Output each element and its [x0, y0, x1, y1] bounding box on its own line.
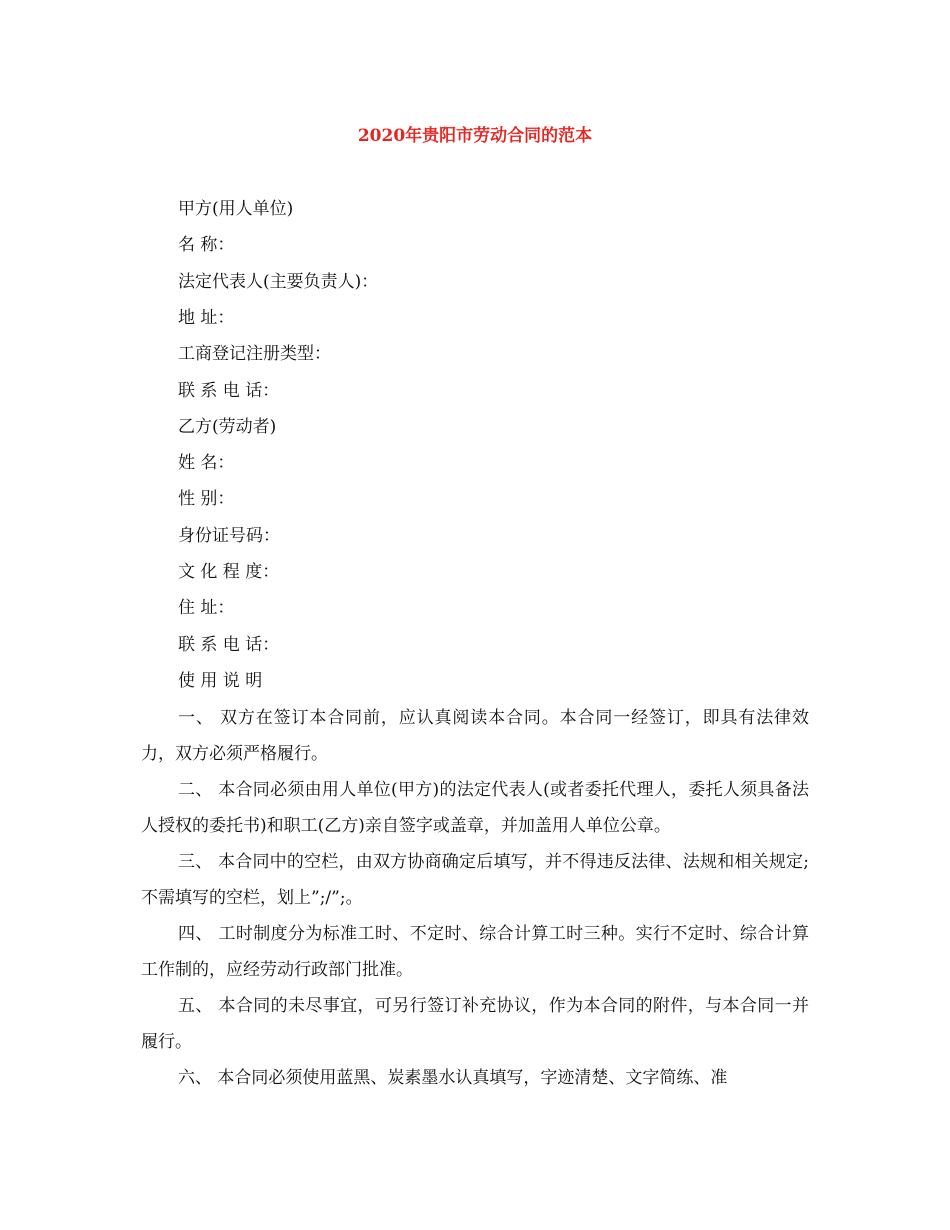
usage-instructions-heading: 使 用 说 明 [178, 671, 263, 691]
field-party-a-phone: 联 系 电 话： [178, 381, 280, 401]
instruction-5: 五、 本合同的未尽事宜，可另行签订补充协议，作为本合同的附件，与本合同一并履行。 [141, 996, 809, 1052]
instruction-4: 四、 工时制度分为标准工时、不定时、综合计算工时三种。实行不定时、综合计算工作制的，应经劳动行政部门批准。 [141, 924, 809, 980]
field-party-b-name: 姓 名： [178, 453, 235, 473]
instruction-2: 二、 本合同必须由用人单位(甲方)的法定代表人(或者委托代理人，委托人须具备法人授权的委托书)和职工(乙方)亲自签字或盖章，并加盖用人单位公章。 [141, 780, 809, 836]
instruction-6: 六、 本合同必须使用蓝黑、炭素墨水认真填写，字迹清楚、文字简练、准 [178, 1068, 728, 1088]
field-party-b: 乙方(劳动者) [178, 417, 277, 437]
field-party-a: 甲方(用人单位) [178, 199, 294, 219]
field-education: 文 化 程 度： [178, 562, 280, 582]
field-legal-representative: 法定代表人(主要负责人)： [178, 272, 379, 292]
document-title: 2020年贵阳市劳动合同的范本 [357, 126, 593, 146]
field-party-b-phone: 联 系 电 话： [178, 635, 280, 655]
field-id-number: 身份证号码： [178, 526, 280, 546]
field-party-b-address: 住 址： [178, 598, 235, 618]
field-party-a-address: 地 址： [178, 308, 235, 328]
field-gender: 性 别： [178, 489, 235, 509]
field-registration-type: 工商登记注册类型： [178, 344, 331, 364]
field-party-a-name: 名 称： [178, 235, 235, 255]
instruction-1: 一、 双方在签订本合同前，应认真阅读本合同。本合同一经签订，即具有法律效力，双方必须严格履行。 [141, 708, 809, 764]
instruction-3: 三、 本合同中的空栏，由双方协商确定后填写，并不得违反法律、法规和相关规定;不需填写的空栏，划上”;/”;。 [141, 852, 809, 908]
